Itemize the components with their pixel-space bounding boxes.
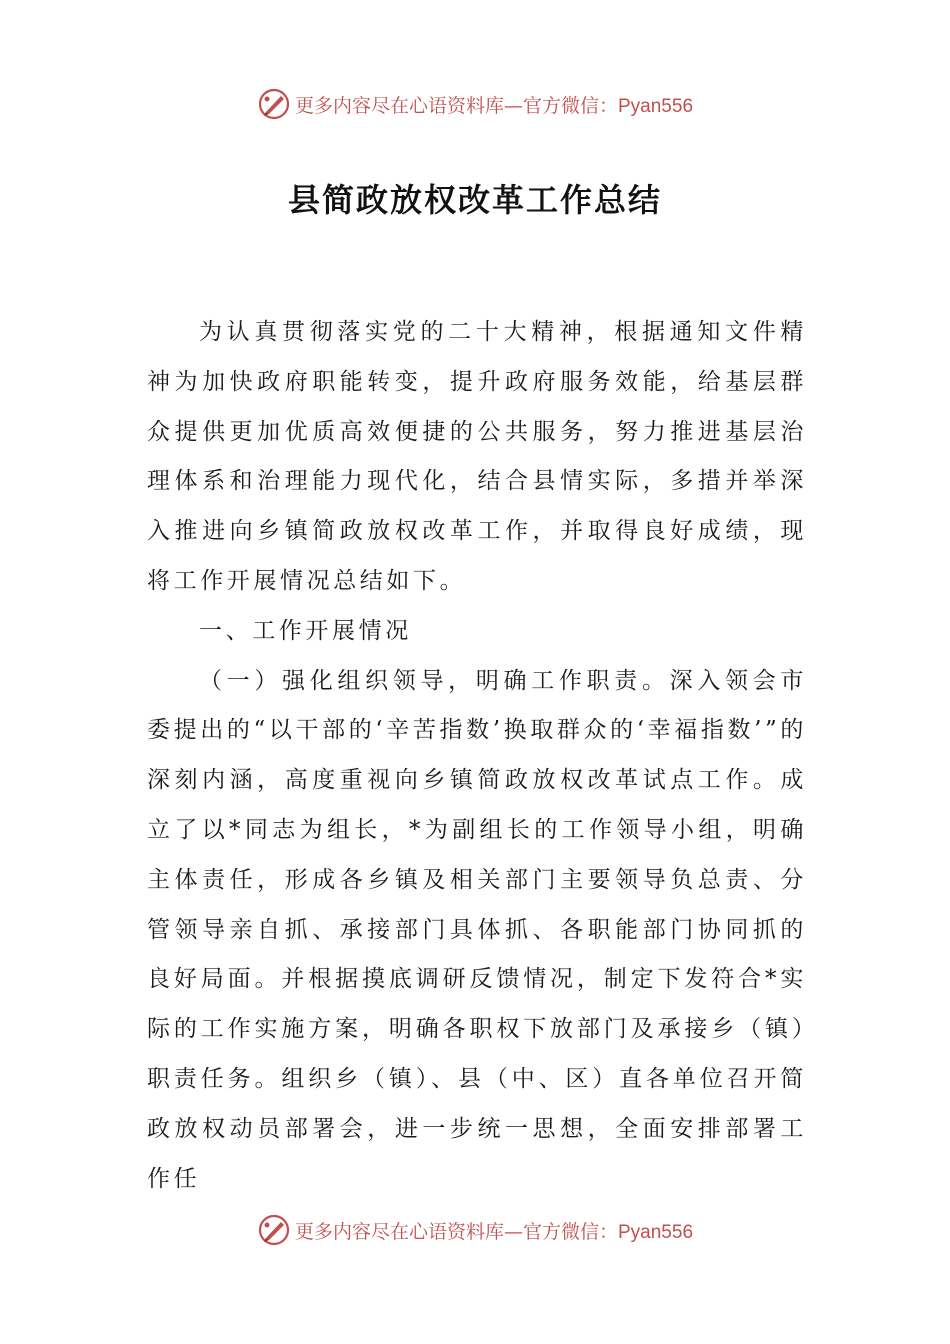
watermark-text: 更多内容尽在心语资料库—官方微信：Pyan556	[294, 94, 694, 117]
paragraph-section-1: （一）强化组织领导，明确工作职责。深入领会市委提出的“以干部的‘辛苦指数’换取群众的‘幸福指数’”的深刻内涵，高度重视向乡镇简政放权改革试点工作。成立了以*同志为组长，*为副组长的工作领导小组，明确主体责任，形成各乡镇及相关部门主要领导负总责、分管领导亲自抓、承接部门具体抓、各职能部门协同抓的良好局面。并根据摸底调研反馈情况，制定下发符合*实际的工作实施方案，明确各职权下放部门及承接乡（镇）职责任务。组织乡（镇）、县（中、区）直各单位召开简政放权动员部署会，进一步统一思想，全面安排部署工作任	[147, 667, 807, 1192]
pen-logo-icon	[257, 1213, 291, 1247]
watermark-text: 更多内容尽在心语资料库—官方微信：Pyan556	[294, 1220, 694, 1243]
document-title: 县简政放权改革工作总结	[287, 181, 662, 219]
watermark-banner-bottom	[0, 1210, 950, 1250]
section-heading: 一、工作开展情况	[199, 617, 412, 644]
pen-logo-icon	[257, 87, 291, 121]
paragraph-intro: 为认真贯彻落实党的二十大精神，根据通知文件精神为加快政府职能转变，提升政府服务效能，给基层群众提供更加优质高效便捷的公共服务，努力推进基层治理体系和治理能力现代化，结合县情实际，多措并举深入推进向乡镇简政放权改革工作，并取得良好成绩，现将工作开展情况总结如下。	[147, 319, 807, 594]
document-body	[147, 308, 807, 1204]
watermark-banner-top	[0, 84, 950, 124]
